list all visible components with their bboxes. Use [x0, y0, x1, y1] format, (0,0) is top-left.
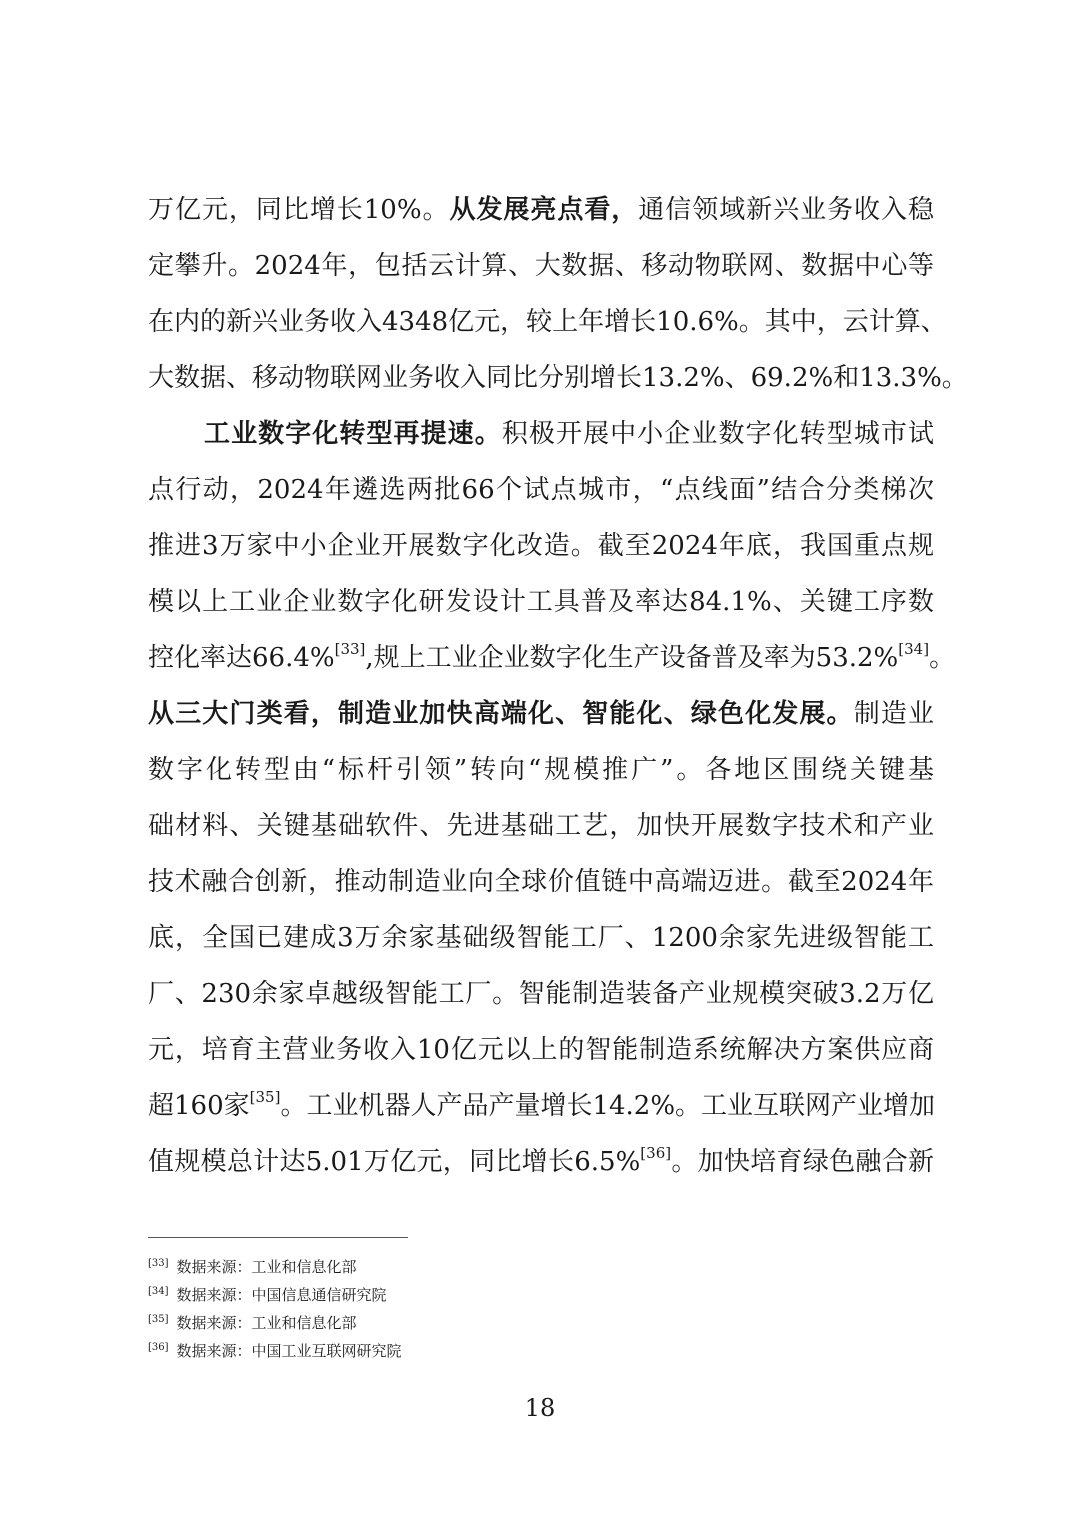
body-line: 元，培育主营业务收入10亿元以上的智能制造系统解决方案供应商: [148, 1035, 934, 1065]
body-line: 数字化转型由“标杆引领”转向“规模推广”。各地区围绕关键基: [148, 755, 934, 785]
body-text: 控化率达66.4%: [148, 643, 335, 673]
footnote: [148, 1336, 748, 1360]
body-line: 础材料、关键基础软件、先进基础工艺，加快开展数字技术和产业: [148, 811, 934, 841]
bold-lead-phrase: 从三大门类看，制造业加快高端化、智能化、绿色化发展。: [148, 699, 854, 729]
body-text: 值规模总计达5.01万亿元，同比增长6.5%: [148, 1147, 641, 1177]
footnote-text: 数据来源：工业和信息化部: [176, 1314, 357, 1332]
body-text: 积极开展中小企业数字化转型城市试: [501, 419, 934, 449]
body-line: 定攀升。2024年，包括云计算、大数据、移动物联网、数据中心等: [148, 251, 934, 281]
page-number: 18: [524, 1394, 556, 1422]
bold-lead-phrase: 从发展亮点看，: [449, 195, 639, 225]
footnote-text: 数据来源：中国工业互联网研究院: [176, 1342, 402, 1360]
body-line: 推进3万家中小企业开展数字化改造。截至2024年底，我国重点规: [148, 531, 934, 561]
footnote: [148, 1280, 748, 1304]
body-line: 在内的新兴业务收入4348亿元，较上年增长10.6%。其中，云计算、: [148, 307, 947, 337]
footnote-ref[interactable]: [33]: [334, 640, 366, 658]
body-line: [148, 185, 934, 235]
body-line: [148, 1081, 934, 1131]
body-line: 点行动，2024年遴选两批66个试点城市，“点线面”结合分类梯次: [148, 475, 934, 505]
footnote-text: 数据来源：工业和信息化部: [176, 1258, 357, 1276]
body-text: ,规上工业企业数字化生产设备普及率为53.2%: [365, 643, 899, 673]
footnote-ref[interactable]: [34]: [898, 640, 930, 658]
body-line: [204, 409, 934, 459]
body-line: 厂、230余家卓越级智能工厂。智能制造装备产业规模突破3.2万亿: [148, 979, 934, 1009]
footnote-separator: [148, 1237, 408, 1238]
footnote-mark: [33]: [148, 1258, 169, 1269]
footnote-ref[interactable]: [36]: [640, 1144, 672, 1162]
footnote-text: 数据来源：中国信息通信研究院: [176, 1286, 387, 1304]
body-text: 超160家: [148, 1091, 250, 1121]
footnote-ref[interactable]: [35]: [249, 1088, 281, 1106]
body-text: 。: [929, 643, 956, 673]
body-line: 技术融合创新，推动制造业向全球价值链中高端迈进。截至2024年: [148, 867, 934, 897]
body-text: 制造业: [853, 699, 934, 729]
body-line: [148, 1137, 934, 1187]
footnote-mark: [34]: [148, 1286, 169, 1297]
footnote: [148, 1252, 748, 1276]
body-line: 模以上工业企业数字化研发设计工具普及率达84.1%、关键工序数: [148, 587, 934, 617]
body-text: 通信领域新兴业务收入稳: [638, 195, 934, 225]
body-text: 万亿元，同比增长10%。: [148, 195, 450, 225]
footnote: [148, 1308, 748, 1332]
body-line: 底，全国已建成3万余家基础级智能工厂、1200余家先进级智能工: [148, 923, 934, 953]
body-line: [148, 689, 934, 739]
section-heading-phrase: 工业数字化转型再提速。: [204, 419, 502, 449]
body-line: [148, 633, 956, 683]
body-text: 。工业机器人产品产量增长14.2%。工业互联网产业增加: [280, 1091, 936, 1121]
body-text: 。加快培育绿色融合新: [671, 1147, 934, 1177]
footnote-mark: [35]: [148, 1314, 169, 1325]
footnote-mark: [36]: [148, 1342, 169, 1353]
body-line: 大数据、移动物联网业务收入同比分别增长13.2%、69.2%和13.3%。: [148, 363, 968, 393]
